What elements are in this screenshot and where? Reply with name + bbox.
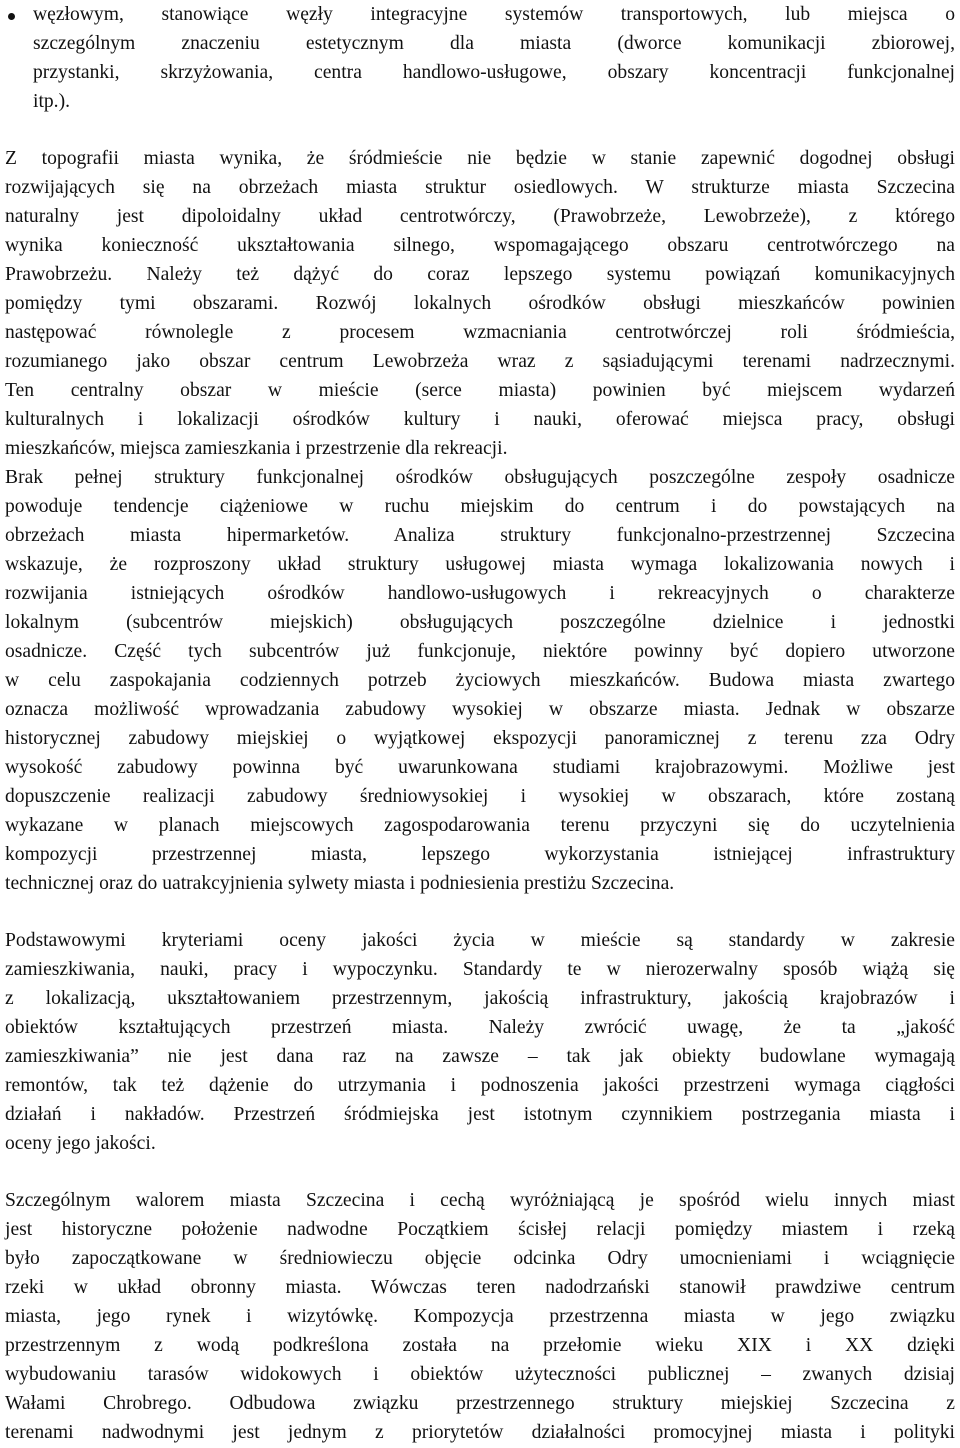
text-line: kompozycji przestrzennej miasta, lepszego wykorzystania istniejącej infrastruktury xyxy=(5,844,955,865)
text-line: oznacza możliwość wprowadzania zabudowy wysokiej w obszarze miasta. Jednak w obszarze xyxy=(5,699,955,720)
text-line: wskazuje, że rozproszony układ struktury usługowej miasta wymaga lokalizowania nowych i xyxy=(5,554,955,575)
text-line: dopuszczenie realizacji zabudowy średniowysokiej i wysokiej w obszarach, które zostaną xyxy=(5,786,955,807)
text-line: Prawobrzeżu. Należy też dążyć do coraz lepszego systemu powiązań komunikacyjnych xyxy=(5,264,955,285)
text-line: Z topografii miasta wynika, że śródmieście nie będzie w stanie zapewnić dogodnej obsługi xyxy=(5,148,955,169)
text-line: obiektów kształtujących przestrzeń miasta. Należy zwrócić uwagę, że ta „jakość xyxy=(5,1017,955,1038)
text-line: rzeki w układ obronny miasta. Wówczas teren nadodrzański stanowił prawdziwe centrum xyxy=(5,1277,955,1298)
text-line: oceny jego jakości. xyxy=(5,1133,156,1154)
text-line: mieszkańców, miejsca zamieszkania i przestrzenie dla rekreacji. xyxy=(5,438,508,459)
bullet-icon xyxy=(8,13,15,20)
text-line: remontów, tak też dążenie do utrzymania i podnoszenia jakości przestrzeni wymaga ciągłości xyxy=(5,1075,955,1096)
text-line: historycznej zabudowy miejskiej o wyjątkowej ekspozycji panoramicznej z terenu zza Odry xyxy=(5,728,955,749)
text-line: jest historyczne położenie nadwodne Początkiem ścisłej relacji pomiędzy miastem i rzeką xyxy=(5,1219,955,1240)
text-line: rozwijania istniejących ośrodków handlowo-usługowych i rekreacyjnych o charakterze xyxy=(5,583,955,604)
text-line: było zapoczątkowane w średniowieczu objęcie odcinka Odry umocnieniami i wciągnięcie xyxy=(5,1248,955,1269)
text-line: Ten centralny obszar w mieście (serce miasta) powinien być miejscem wydarzeń xyxy=(5,380,955,401)
text-line: naturalny jest dipoloidalny układ centrotwórczy, (Prawobrzeże, Lewobrzeże), z którego xyxy=(5,206,955,227)
text-line: rozwijających się na obrzeżach miasta struktur osiedlowych. W strukturze miasta Szczecina xyxy=(5,177,955,198)
text-line: wybudowaniu tarasów widokowych i obiektów użyteczności publicznej – zwanych dzisiaj xyxy=(5,1364,955,1385)
text-line: rozumianego jako obszar centrum Lewobrzeża wraz z sąsiadującymi terenami nadrzecznymi. xyxy=(5,351,955,372)
text-line: szczególnym znaczeniu estetycznym dla miasta (dworce komunikacji zbiorowej, xyxy=(33,33,955,54)
text-line: z lokalizacją, ukształtowaniem przestrzennym, jakością infrastruktury, jakością krajobrazów i xyxy=(5,988,955,1009)
text-line: przystanki, skrzyżowania, centra handlowo-usługowe, obszary koncentracji funkcjonalnej xyxy=(33,62,955,83)
text-line: zamieszkiwania” nie jest dana raz na zawsze – tak jak obiekty budowlane wymagają xyxy=(5,1046,955,1067)
text-line: terenami nadwodnymi jest jednym z priorytetów działalności promocyjnej miasta i polityki xyxy=(5,1422,955,1443)
text-line: wykazane w planach miejscowych zagospodarowania terenu przyczyni się do uczytelnienia xyxy=(5,815,955,836)
text-line: pomiędzy tymi obszarami. Rozwój lokalnych ośrodków obsługi mieszkańców powinien xyxy=(5,293,955,314)
text-line: wynika konieczność ukształtowania silnego, wspomagającego obszaru centrotwórczego na xyxy=(5,235,955,256)
text-line: osadnicze. Część tych subcentrów już funkcjonuje, niektóre powinny być dopiero utworzone xyxy=(5,641,955,662)
text-line: technicznej oraz do uatrakcyjnienia sylwety miasta i podniesienia prestiżu Szczecina. xyxy=(5,873,675,894)
text-line: wysokość zabudowy powinna być uwarunkowana studiami krajobrazowymi. Możliwe jest xyxy=(5,757,955,778)
text-line: w celu zaspokajania codziennych potrzeb życiowych mieszkańców. Budowa miasta zwartego xyxy=(5,670,955,691)
text-line: miasta, jego rynek i wizytówkę. Kompozycja przestrzenna miasta w jego związku xyxy=(5,1306,955,1327)
text-line: powoduje tendencje ciążeniowe w ruchu miejskim do centrum i do powstających na xyxy=(5,496,955,517)
text-line: Brak pełnej struktury funkcjonalnej ośrodków obsługujących poszczególne zespoły osadnicze xyxy=(5,467,955,488)
text-line: działań i nakładów. Przestrzeń śródmiejska jest istotnym czynnikiem postrzegania miasta i xyxy=(5,1104,955,1125)
text-line: itp.). xyxy=(33,91,71,112)
text-line: obrzeżach miasta hipermarketów. Analiza struktury funkcjonalno-przestrzennej Szczecina xyxy=(5,525,955,546)
text-line: następować równolegle z procesem wzmacniania centrotwórczej roli śródmieścia, xyxy=(5,322,955,343)
text-line: Szczególnym walorem miasta Szczecina i cechą wyróżniającą je spośród wielu innych miast xyxy=(5,1190,955,1211)
text-line: przestrzennym z wodą podkreślona została na przełomie wieku XIX i XX dzięki xyxy=(5,1335,955,1356)
text-line: węzłowym, stanowiące węzły integracyjne systemów transportowych, lub miejsca o xyxy=(33,4,955,25)
text-line: Wałami Chrobrego. Odbudowa związku przestrzennego struktury miejskiej Szczecina z xyxy=(5,1393,955,1414)
text-line: kulturalnych i lokalizacji ośrodków kultury i nauki, oferować miejsca pracy, obsługi xyxy=(5,409,955,430)
text-line: Podstawowymi kryteriami oceny jakości życia w mieście są standardy w zakresie xyxy=(5,930,955,951)
text-line: zamieszkiwania, nauki, pracy i wypoczynku. Standardy te w nierozerwalny sposób wiążą się xyxy=(5,959,955,980)
text-line: lokalnym (subcentrów miejskich) obsługujących poszczególne dzielnice i jednostki xyxy=(5,612,955,633)
